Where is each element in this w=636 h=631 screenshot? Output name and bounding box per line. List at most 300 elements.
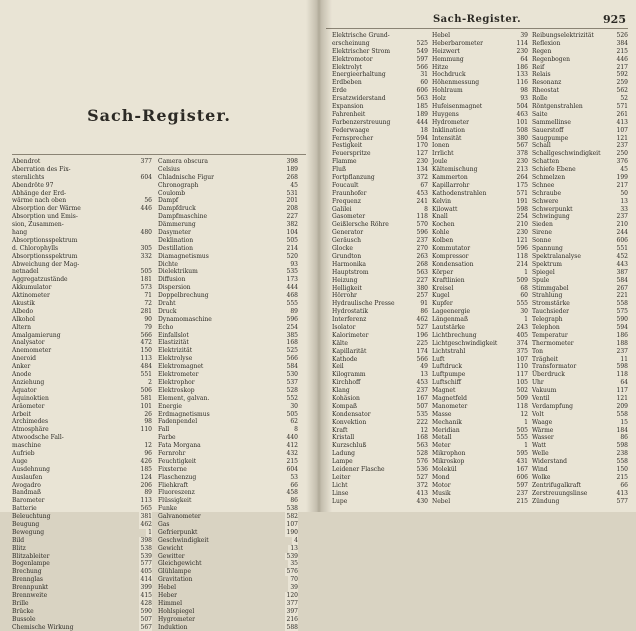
index-entry: [532, 198, 628, 206]
index-page-ref: 71: [144, 292, 152, 300]
index-page-ref: 576: [286, 568, 298, 576]
index-entry: [432, 135, 528, 143]
index-term: Festigkeit: [332, 142, 363, 150]
index-term: Hydraulische Presse: [332, 300, 395, 308]
index-page-ref: 217: [616, 181, 628, 189]
index-page-ref: 181: [140, 276, 152, 284]
index-page-ref: 598: [516, 205, 528, 213]
index-term: Kompressor: [432, 252, 469, 260]
index-page-ref: 377: [140, 158, 152, 165]
index-entry: [12, 316, 152, 324]
index-entry: [432, 285, 528, 293]
index-page-ref: 549: [416, 47, 428, 55]
index-page-ref: 12: [144, 442, 152, 450]
index-entry: [432, 103, 528, 111]
index-term: Heizung: [332, 276, 358, 284]
index-page-ref: 538: [286, 505, 298, 513]
index-page-ref: 33: [620, 205, 628, 213]
index-page-ref: 98: [520, 87, 528, 95]
index-term: Reibungselektrizität: [532, 32, 594, 39]
index-entry: [158, 545, 298, 553]
index-page-ref: 190: [286, 528, 298, 536]
index-page-ref: 230: [516, 47, 528, 55]
index-term: Erdbeben: [332, 79, 362, 87]
index-term: Diamagnetismus: [158, 252, 209, 260]
index-term: Uhr: [532, 379, 544, 387]
index-term: Absorptionsspektrum: [12, 252, 78, 260]
index-entry: [532, 356, 628, 364]
index-entry: [332, 395, 428, 403]
index-entry: [532, 213, 628, 221]
index-entry: [158, 624, 298, 631]
index-term: Glocke: [332, 245, 353, 253]
index-term: Spektralanalyse: [532, 252, 581, 260]
index-term: Manometer: [432, 402, 468, 410]
index-page-ref: 268: [286, 173, 298, 181]
index-entry: [12, 332, 152, 340]
index-term: Reif: [532, 63, 545, 71]
index-page-ref: 281: [140, 307, 152, 315]
index-term: Flüssigkeit: [158, 497, 192, 505]
index-entry: [532, 379, 628, 387]
index-entry: [12, 418, 152, 426]
index-page-ref: 462: [416, 316, 428, 324]
index-page-ref: 185: [416, 103, 428, 111]
index-entry: [432, 87, 528, 95]
index-term: Spektrum: [532, 260, 562, 268]
index-term: Kraftlinien: [432, 276, 465, 284]
index-term: Spannung: [532, 245, 563, 253]
index-page-ref: 525: [286, 347, 298, 355]
index-entry: [158, 276, 298, 284]
index-term: Aneroid: [12, 355, 36, 363]
index-entry: [432, 490, 528, 498]
index-term: Fortpflanzung: [332, 174, 375, 182]
index-term: Verdampfung: [532, 402, 573, 410]
index-entry: [532, 442, 628, 450]
index-page-ref: 11: [620, 355, 628, 363]
index-page-ref: 188: [616, 339, 628, 347]
index-term: Konvektion: [332, 418, 367, 426]
index-entry: [332, 292, 428, 300]
index-term: Grundton: [332, 252, 362, 260]
index-term: Kommutator: [432, 245, 471, 253]
index-page-ref: 596: [516, 245, 528, 253]
index-page-ref: 571: [516, 189, 528, 197]
index-page-ref: 257: [416, 292, 428, 300]
index-entry: [532, 395, 628, 403]
index-page-ref: 8: [294, 426, 298, 434]
index-term: Spule: [532, 276, 550, 284]
index-entry: [432, 395, 528, 403]
index-term: Kathode: [332, 355, 358, 363]
index-entry: [532, 308, 628, 316]
index-page-ref: 4: [294, 536, 298, 544]
index-entry: [12, 505, 152, 513]
index-entry: [12, 529, 152, 537]
index-term: Ladung: [332, 450, 355, 458]
index-term: Schwingung: [532, 213, 570, 221]
index-term: Volt: [532, 410, 544, 418]
index-term: Feuchtigkeit: [158, 457, 197, 465]
index-page-ref: 118: [516, 252, 528, 260]
index-term: Elektrophor: [158, 378, 195, 386]
index-term: Isolator: [332, 323, 356, 331]
index-entry: [332, 324, 428, 332]
index-term: Anode: [12, 371, 32, 379]
index-term: Äquator: [12, 386, 37, 394]
index-page-ref: 504: [516, 103, 528, 111]
index-entry: [532, 363, 628, 371]
index-term: Erdmagnetismus: [158, 410, 210, 418]
index-entry: [432, 498, 528, 506]
index-entry: [532, 237, 628, 245]
index-entry: [12, 324, 152, 332]
index-entry: [158, 268, 298, 276]
index-term: Amalgamierung: [12, 331, 61, 339]
index-entry: [12, 600, 152, 608]
index-entry: [532, 40, 628, 48]
index-page-ref: 238: [616, 450, 628, 458]
index-entry: [532, 324, 628, 332]
index-entry: [532, 466, 628, 474]
index-entry: [332, 103, 428, 111]
index-page-ref: 270: [416, 245, 428, 253]
index-entry: [158, 237, 298, 245]
index-term: Kapillarität: [332, 347, 367, 355]
index-term: Chemische Wirkung: [12, 623, 74, 631]
index-entry: [158, 513, 298, 521]
index-term: Ausdehnung: [12, 465, 50, 473]
index-page-ref: 552: [286, 394, 298, 402]
index-entry: [432, 237, 528, 245]
index-term: Brennglas: [12, 576, 43, 584]
index-entry: [332, 300, 428, 308]
index-term: Abendrot: [12, 158, 41, 165]
index-page-ref: 527: [416, 323, 428, 331]
index-entry: [532, 64, 628, 72]
index-page-ref: 570: [416, 221, 428, 229]
index-page-ref: 215: [516, 497, 528, 505]
index-page-ref: 577: [616, 497, 628, 505]
index-entry: [158, 284, 298, 292]
index-page-ref: 397: [286, 607, 298, 615]
index-page-ref: 56: [144, 197, 152, 205]
index-term: Kalorimeter: [332, 331, 369, 339]
index-page-ref: 604: [140, 173, 152, 181]
index-page-ref: 12: [420, 426, 428, 434]
index-term: Leidener Flasche: [332, 465, 385, 473]
index-entry: [332, 166, 428, 174]
index-entry: [12, 355, 152, 363]
index-page-ref: 453: [416, 379, 428, 387]
index-entry: [158, 190, 298, 198]
index-page-ref: 35: [290, 560, 298, 568]
index-term: Sammellinse: [532, 118, 571, 126]
index-entry: [12, 474, 152, 482]
index-term: Wind: [532, 465, 548, 473]
index-entry: [332, 498, 428, 506]
index-entry: [332, 403, 428, 411]
index-term: Kristall: [332, 434, 355, 442]
index-page-ref: 573: [140, 284, 152, 292]
index-page-ref: 96: [144, 449, 152, 457]
index-entry: [12, 608, 152, 616]
index-page-ref: 446: [140, 205, 152, 213]
index-page-ref: 107: [616, 126, 628, 134]
index-term: Sirene: [532, 229, 552, 237]
index-entry: [432, 253, 528, 261]
index-term: Elektrischer Strom: [332, 47, 391, 55]
index-page-ref: 191: [516, 197, 528, 205]
index-entry: [332, 182, 428, 190]
index-term: Fata Morgana: [158, 442, 201, 450]
index-page-ref: 413: [616, 489, 628, 497]
index-term: Archimedes: [12, 418, 49, 426]
index-entry: [158, 332, 298, 340]
index-page-ref: 595: [516, 450, 528, 458]
index-term: Flaschenzug: [158, 473, 197, 481]
head-rule: [326, 28, 628, 29]
index-term: Keil: [332, 363, 344, 371]
index-term: Licht: [332, 481, 348, 489]
index-entry: [158, 300, 298, 308]
index-term: Elektrizität: [158, 347, 193, 355]
index-page-ref: 101: [140, 402, 152, 410]
index-entry: [158, 403, 298, 411]
index-page-ref: 221: [616, 292, 628, 300]
index-entry: [332, 482, 428, 490]
index-page-ref: 520: [286, 252, 298, 260]
index-page-ref: 446: [616, 55, 628, 63]
index-entry: [332, 71, 428, 79]
index-term: Röntgenstrahlen: [532, 103, 583, 111]
index-term: Schraube: [532, 189, 562, 197]
index-term: Welle: [532, 450, 549, 458]
index-entry: [532, 190, 628, 198]
index-term: Kochen: [432, 221, 455, 229]
index-entry: [158, 568, 298, 576]
index-page-ref: 590: [616, 316, 628, 324]
index-term: Kilowatt: [432, 205, 458, 213]
index-term: Abhänge der Erd-: [12, 189, 67, 197]
index-term: Leiter: [332, 473, 351, 481]
index-entry: [532, 111, 628, 119]
index-term: Kelvin: [432, 197, 451, 205]
index-term: Galvanometer: [158, 513, 201, 521]
index-entry: [332, 48, 428, 56]
index-entry: [332, 356, 428, 364]
index-entry: [12, 450, 152, 458]
index-page-ref: 67: [420, 181, 428, 189]
index-page-ref: 576: [416, 458, 428, 466]
index-page-ref: 30: [290, 402, 298, 410]
index-entry: [532, 79, 628, 87]
index-page-ref: 399: [140, 584, 152, 592]
index-column-right-3: [532, 32, 628, 505]
index-entry: [432, 371, 528, 379]
index-entry: [432, 316, 528, 324]
index-entry: [432, 427, 528, 435]
index-term: Ersatzwiderstand: [332, 95, 386, 103]
index-entry: [432, 32, 528, 40]
index-entry: [12, 521, 152, 529]
index-page-ref: 170: [416, 142, 428, 150]
index-term: Hygrometer: [158, 615, 196, 623]
index-entry: [332, 64, 428, 72]
index-page-ref: 2: [148, 378, 152, 386]
index-term: Reflexion: [532, 39, 561, 47]
index-page-ref: 121: [616, 394, 628, 402]
index-entry: [432, 450, 528, 458]
index-term: wärme nach oben: [12, 197, 67, 205]
index-page-ref: 186: [516, 63, 528, 71]
index-term: Vakuum: [532, 387, 557, 395]
index-entry: [432, 142, 528, 150]
index-page-ref: 381: [140, 513, 152, 521]
index-page-ref: 377: [286, 599, 298, 607]
index-entry: [158, 521, 298, 529]
index-entry: [158, 292, 298, 300]
index-entry: [432, 40, 528, 48]
index-page-ref: 525: [416, 39, 428, 47]
page-number: 925: [603, 13, 626, 26]
index-entry: [532, 411, 628, 419]
index-term: Expansion: [332, 103, 364, 111]
index-page-ref: 387: [616, 268, 628, 276]
index-page-ref: 79: [144, 323, 152, 331]
index-page-ref: 571: [616, 103, 628, 111]
index-page-ref: 505: [286, 410, 298, 418]
index-term: Ton: [532, 347, 544, 355]
index-term: Bandmaß: [12, 489, 41, 497]
index-entry: [12, 624, 152, 631]
index-entry: [12, 497, 152, 505]
index-page-ref: 472: [140, 339, 152, 347]
index-entry: [158, 253, 298, 261]
index-term: Induktion: [158, 623, 188, 631]
index-entry: [532, 292, 628, 300]
index-entry: [12, 426, 152, 434]
index-page-ref: 535: [416, 410, 428, 418]
index-term: Schall: [532, 142, 551, 150]
index-page-ref: 133: [516, 71, 528, 79]
index-term: Interferenz: [332, 316, 367, 324]
index-page-ref: 584: [616, 276, 628, 284]
index-entry: [12, 584, 152, 592]
index-entry: [12, 592, 152, 600]
index-entry: [332, 379, 428, 387]
index-entry: [158, 213, 298, 221]
index-page-ref: 555: [516, 434, 528, 442]
index-term: Akkumulator: [12, 284, 52, 292]
index-term: Beugung: [12, 520, 40, 528]
index-entry: [158, 379, 298, 387]
index-page-ref: 267: [616, 284, 628, 292]
index-entry: [158, 497, 298, 505]
index-page-ref: 505: [516, 426, 528, 434]
index-term: Zentrifugalkraft: [532, 481, 581, 489]
index-term: Schiefe Ebene: [532, 166, 576, 174]
index-entry: [532, 371, 628, 379]
index-term: Knall: [432, 213, 448, 221]
index-term: Absorptionsspektrum: [12, 236, 78, 244]
index-entry: [332, 466, 428, 474]
index-term: Kohäsion: [332, 394, 360, 402]
index-term: hang: [12, 229, 28, 237]
index-page-ref: 237: [616, 142, 628, 150]
index-page-ref: 268: [416, 260, 428, 268]
index-page-ref: 93: [290, 260, 298, 268]
index-term: Foucault: [332, 181, 359, 189]
index-entry: [332, 40, 428, 48]
index-page-ref: 189: [416, 110, 428, 118]
index-page-ref: 385: [286, 331, 298, 339]
index-page-ref: 594: [616, 323, 628, 331]
index-term: Schmelzen: [532, 174, 566, 182]
index-term: Relais: [532, 71, 551, 79]
index-entry: [432, 356, 528, 364]
index-entry: [332, 308, 428, 316]
index-entry: [158, 182, 298, 190]
index-entry: [158, 316, 298, 324]
index-term: Gewitter: [158, 552, 185, 560]
index-page-ref: 558: [616, 458, 628, 466]
index-page-ref: 539: [140, 552, 152, 560]
index-entry: [532, 277, 628, 285]
index-entry: [158, 411, 298, 419]
index-term: Analysator: [12, 339, 45, 347]
index-page-ref: 134: [416, 166, 428, 174]
index-entry: [332, 150, 428, 158]
index-page-ref: 444: [286, 284, 298, 292]
index-page-ref: 66: [620, 481, 628, 489]
index-page-ref: 1: [148, 528, 152, 536]
index-page-ref: 12: [520, 410, 528, 418]
index-entry: [532, 142, 628, 150]
index-term: Dämmerung: [158, 221, 196, 229]
index-term: Brechung: [12, 568, 42, 576]
index-page-ref: 66: [290, 481, 298, 489]
index-term: Druck: [158, 307, 177, 315]
index-page-ref: 432: [286, 449, 298, 457]
index-page-ref: 86: [420, 308, 428, 316]
index-page-ref: 254: [516, 213, 528, 221]
index-term: Brücke: [12, 607, 34, 615]
index-page-ref: 565: [140, 505, 152, 513]
index-entry: [532, 387, 628, 395]
index-page-ref: 590: [140, 607, 152, 615]
index-entry: [158, 245, 298, 253]
index-page-ref: 150: [140, 347, 152, 355]
index-entry: [158, 324, 298, 332]
index-page-ref: 443: [616, 260, 628, 268]
index-entry: [158, 489, 298, 497]
index-page-ref: 453: [416, 189, 428, 197]
index-term: Kondensator: [332, 410, 371, 418]
index-term: Abendröte 97: [12, 181, 54, 189]
index-page-ref: 508: [516, 126, 528, 134]
index-entry: [532, 269, 628, 277]
index-entry: [332, 111, 428, 119]
index-term: Rolle: [532, 95, 548, 103]
index-entry: [158, 584, 298, 592]
index-entry: [12, 284, 152, 292]
index-entry: [158, 166, 298, 174]
index-term: Hörrohr: [332, 292, 357, 300]
index-term: maschine: [12, 442, 41, 450]
index-entry: [12, 513, 152, 521]
